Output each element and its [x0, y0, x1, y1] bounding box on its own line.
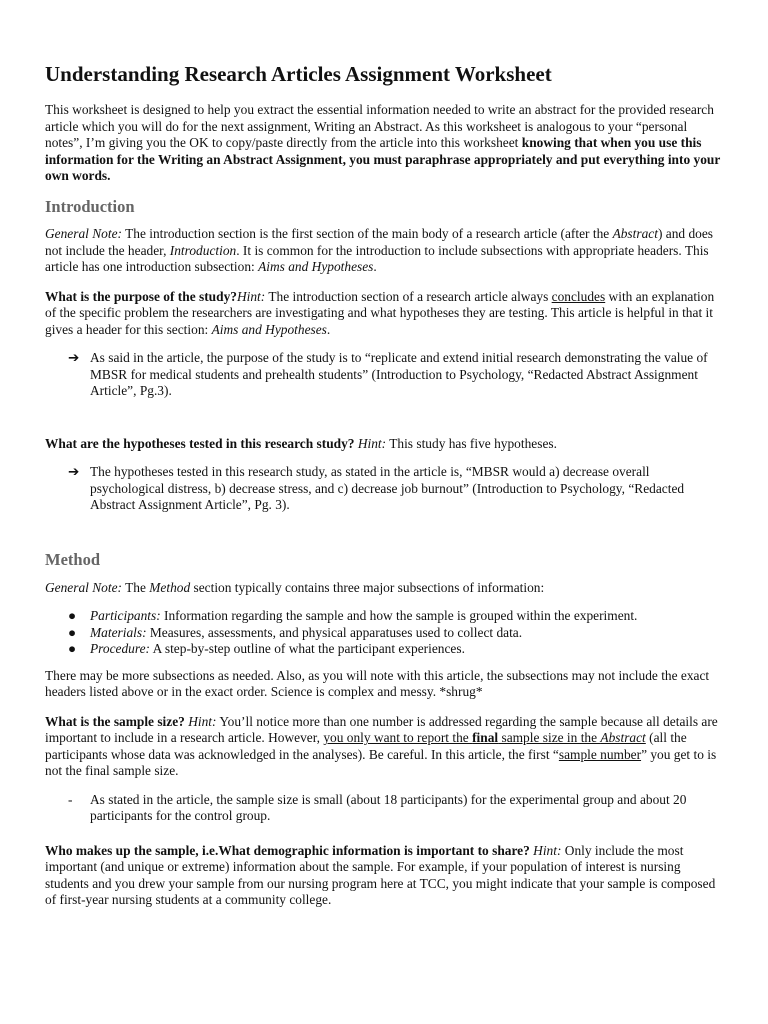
intro-bold-text: knowing that when you use this information for the Writing an Abstract Assignment, you must paraphrase appropriately and put everything into your own words.: [45, 135, 721, 184]
hypotheses-answer: ➔ The hypotheses tested in this research study, as stated in the article is, “MBSR would a) decrease overall psychological distress, b) decrease stress, and c) decrease job burnout” (Introduction to Psychology, “Redacted Abstract Assignment Article”, Pg. 3).: [68, 464, 685, 513]
sample-size-answer-list: [45, 792, 725, 825]
page-title: Understanding Research Articles Assignment Worksheet: [45, 62, 552, 86]
method-subsections-list: [45, 608, 725, 658]
hypotheses-answer-list: [45, 464, 725, 514]
list-item: ● Participants: Information regarding the sample and how the sample is grouped within the experiment.: [68, 608, 638, 624]
hint-label: Hint:: [357, 435, 387, 451]
question-text: What are the hypotheses tested in this research study?: [45, 435, 355, 451]
introduction-general-note: General Note: The introduction section is the first section of the main body of a research article (after the Abstract) and does not include the header, Introduction. It is common for the introduction to include subsections with appropriate headers. This article has one introduction subsection: Aims and Hypotheses.: [45, 226, 713, 275]
purpose-question: What is the purpose of the study?Hint: The introduction section of a research article always concludes with an explanation of the specific problem the researchers are investigating and what hypotheses they are testing. This article is helpful in that it gives a header for this section: Aims and Hypotheses.: [45, 288, 715, 337]
purpose-answer-list: [45, 350, 725, 400]
method-heading: Method: [45, 549, 100, 569]
question-text: What is the purpose of the study?: [45, 288, 237, 304]
hint-label: Hint:: [533, 842, 562, 858]
arrow-icon: ➔: [68, 464, 80, 480]
general-note-label: General Note:: [45, 579, 122, 595]
hint-label: Hint:: [188, 713, 217, 729]
bullet-icon: ●: [68, 608, 77, 624]
sample-size-answer: - As stated in the article, the sample size is small (about 18 participants) for the experimental group and about 20 participants for the control group.: [68, 791, 687, 824]
method-general-note: General Note: The Method section typically contains three major subsections of information:: [45, 579, 545, 595]
bullet-icon: ●: [68, 641, 77, 657]
general-note-label: General Note:: [45, 226, 122, 242]
worksheet-page: [45, 62, 725, 921]
intro-text: This worksheet is designed to help you extract the essential information needed to write an abstract for the provided research article which you will do for the next assignment, Writing an Abstract. As this worksheet is analogous to your “personal notes”, I’m giving you the OK to copy/paste directly from the article into this worksheet: [45, 102, 714, 151]
intro-paragraph: [45, 102, 725, 185]
demographics-question: Who makes up the sample, i.e.What demographic information is important to share? Hint: Only include the most important (and unique or extreme) information about the sample. For example, if your population of interest is nursing students and you drew your sample from our nursing program here at TCC, you might indicate that your sample is composed of first-year nursing students at a community college.: [45, 842, 716, 908]
bullet-icon: ●: [68, 624, 77, 640]
hint-label: Hint:: [236, 288, 266, 304]
question-text: Who makes up the sample, i.e.What demographic information is important to share?: [45, 842, 530, 858]
sample-size-question: What is the sample size? Hint: You’ll notice more than one number is addressed regarding the sample because all details are important to include in a research article. However, you only want to report the final sample size in the Abstract (all the participants whose data was acknowledged in the analyses). Be careful. In this article, the first “sample number” you get to is not the final sample size.: [45, 713, 718, 779]
list-item: ● Materials: Measures, assessments, and physical apparatuses used to collect data.: [68, 624, 523, 640]
question-text: What is the sample size?: [45, 713, 185, 729]
hypotheses-question: What are the hypotheses tested in this research study? Hint: This study has five hypotheses.: [45, 435, 557, 451]
list-item: ● Procedure: A step-by-step outline of what the participant experiences.: [68, 641, 465, 657]
introduction-heading: Introduction: [45, 196, 135, 216]
subsections-note: There may be more subsections as needed. Also, as you will note with this article, the subsections may not include the exact headers listed above or in the exact order. Science is complex and messy. *shrug*: [45, 667, 710, 700]
purpose-answer: ➔ As said in the article, the purpose of the study is to “replicate and extend initial research demonstrating the value of MBSR for medical students and prehealth students” (Introduction to Psychology, “Redacted Abstract Assignment Article”, Pg.3).: [68, 350, 708, 399]
arrow-icon: ➔: [68, 350, 80, 366]
dash-icon: -: [68, 791, 73, 807]
